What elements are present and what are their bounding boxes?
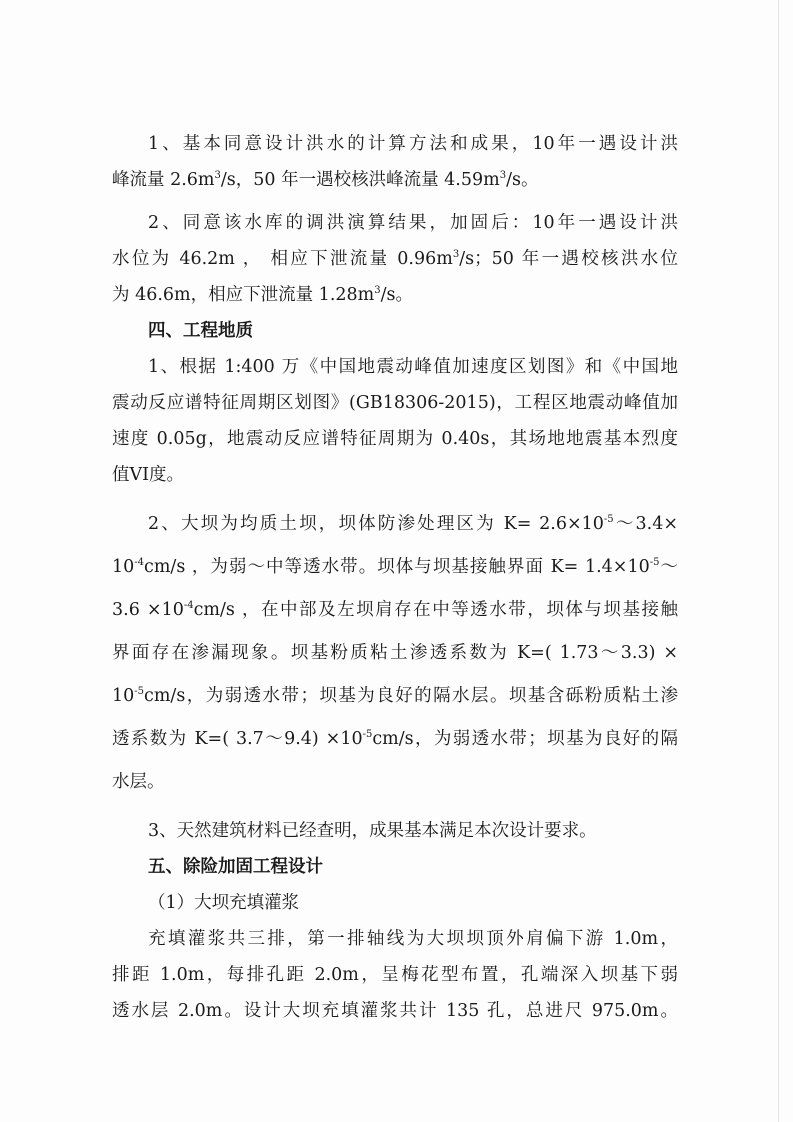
section-heading: 四、工程地质 (148, 321, 253, 341)
text-line: 透水层 2.0m。设计大坝充填灌浆共计 135 孔，总进尺 975.0m。 (112, 1001, 678, 1021)
text-line: 震动反应谱特征周期区划图》(GB18306-2015)，工程区地震动峰值加 (112, 393, 678, 413)
line-gap (112, 757, 678, 764)
text-line: 2、大坝为均质土坝，坝体防渗处理区为 $K= 2.6\times 10^{-5}\sim 3.4\times$ (148, 514, 678, 534)
text-line: $10^{-4}cm/s$ ，为弱～中等透水带。坝体与坝基接触界面 $K= 1.4\times 10^{-5}\sim$ (112, 557, 679, 577)
text-line: 界面存在渗漏现象。坝基粉质粘土渗透系数为 K=( 1.73～3.3) × (112, 643, 678, 663)
text-line: 1、基本同意设计洪水的计算方法和成果，10年一遇设计洪 (148, 134, 678, 154)
text-line: 透系数为 K=( 3.7～9.4) $\times 10^{-5}cm/s$，为弱透水带；坝基为良好的隔 (112, 729, 678, 749)
line-gap (112, 671, 678, 678)
scan-edge-line (778, 0, 779, 1122)
line-gap (112, 493, 678, 506)
line-gap (112, 800, 678, 813)
text-line: $3.6 \times 10^{-4}cm/s$ ，在中部及左坝肩存在中等透水带，坝体与坝基接触 (112, 600, 678, 620)
text-line: 值VI度。 (112, 465, 185, 485)
text-line: 2、同意该水库的调洪演算结果，加固后：10年一遇设计洪 (148, 213, 678, 233)
document-body (112, 126, 678, 1029)
text-line: 充填灌浆共三排，第一排轴线为大坝坝顶外肩偏下游 1.0m， (148, 929, 678, 949)
line-gap (112, 198, 678, 205)
text-line: 水位为 46.2m ， 相应下泄流量 $0.96m^3/s$；50 年一遇校核洪水位 (112, 249, 678, 269)
text-line: 1、根据 1:400 万《中国地震动峰值加速度区划图》和《中国地 (148, 357, 678, 377)
line-gap (112, 714, 678, 721)
text-line: 为 46.6m，相应下泄流量 $1.28m^3/s$。 (112, 285, 414, 305)
text-line: 速度 0.05g，地震动反应谱特征周期为 0.40s，其场地地震基本烈度 (112, 429, 678, 449)
text-line: （1）大坝充填灌浆 (148, 893, 300, 913)
text-line: 排距 1.0m，每排孔距 2.0m，呈梅花型布置，孔端深入坝基下弱 (112, 965, 678, 985)
text-line: 3、天然建筑材料已经查明，成果基本满足本次设计要求。 (148, 821, 597, 841)
line-gap (112, 628, 678, 635)
section-heading: 五、除险加固工程设计 (148, 857, 323, 877)
line-gap (112, 585, 678, 592)
text-line: $10^{-5}cm/s$，为弱透水带；坝基为良好的隔水层。坝基含砾粉质粘土渗 (112, 686, 678, 706)
text-line: 水层。 (112, 772, 165, 792)
text-line: 峰流量 $2.6m^3/s$，50 年一遇校核洪峰流量 $4.59m^3/s$。 (112, 170, 539, 190)
line-gap (112, 542, 678, 549)
